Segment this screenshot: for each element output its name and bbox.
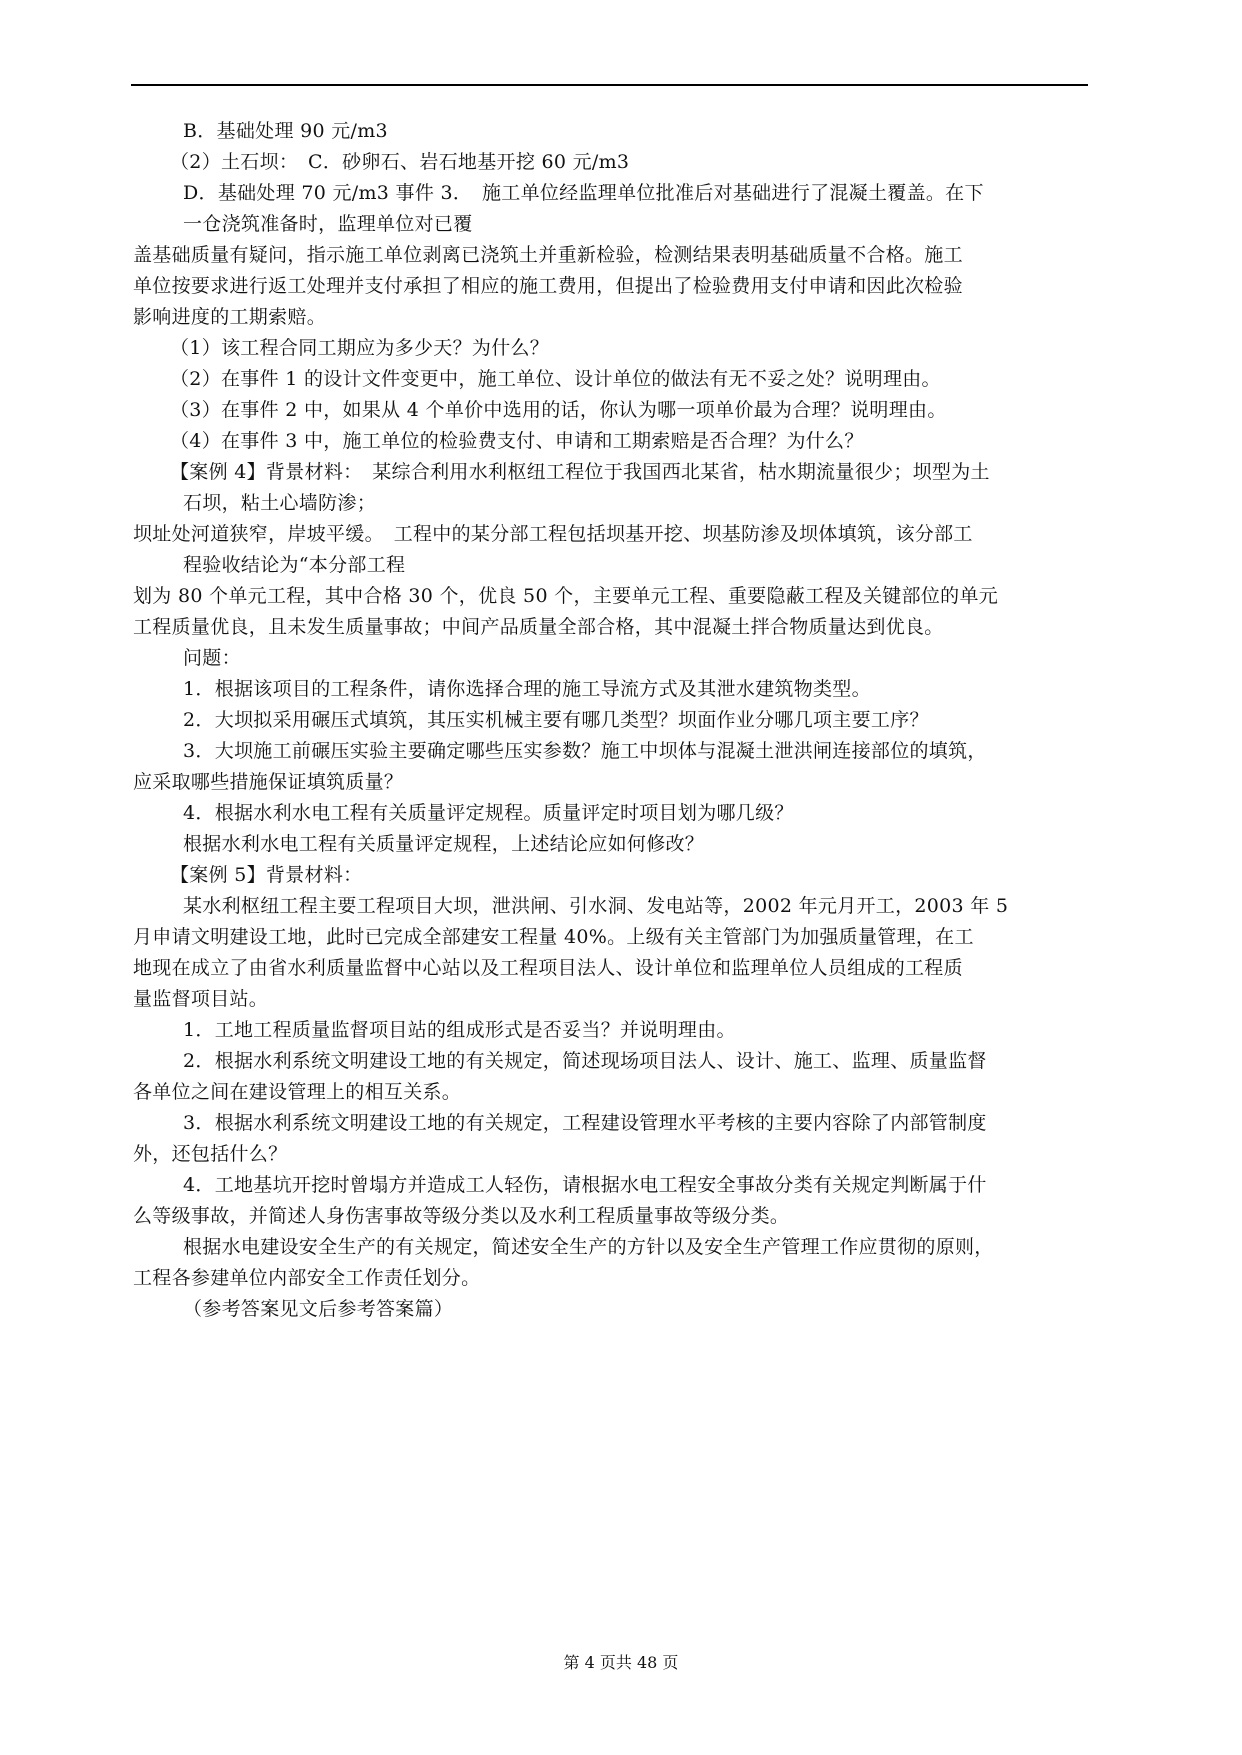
text-line: 各单位之间在建设管理上的相互关系。 [133,1081,462,1103]
text-line: 么等级事故，并简述人身伤害事故等级分类以及水利工程质量事故等级分类。 [133,1205,790,1227]
text-line: 1．工地工程质量监督项目站的组成形式是否妥当？并说明理由。 [183,1019,736,1041]
text-line: （4）在事件 3 中，施工单位的检验费支付、申请和工期索赔是否合理？为什么？ [170,430,864,452]
text-line: 某水利枢纽工程主要工程项目大坝，泄洪闸、引水洞、发电站等，2002 年元月开工，2003 年 5 [183,895,1009,917]
text-line: 工程各参建单位内部安全工作责任划分。 [133,1267,481,1289]
text-line: 一仓浇筑准备时，监理单位对已覆 [183,213,473,235]
text-line: （1）该工程合同工期应为多少天？为什么？ [170,337,550,359]
text-line: 【案例 5】背景材料： [170,864,363,886]
text-line: 划为 80 个单元工程，其中合格 30 个，优良 50 个，主要单元工程、重要隐蔽工程及关键部位的单元 [133,585,999,607]
text-line: （参考答案见文后参考答案篇） [183,1298,454,1320]
text-line: （3）在事件 2 中，如果从 4 个单价中选用的话，你认为哪一项单价最为合理？说明理由。 [170,399,947,421]
text-line: 地现在成立了由省水利质量监督中心站以及工程项目法人、设计单位和监理单位人员组成的工程质 [133,957,963,979]
text-line: 坝址处河道狭窄，岸坡平缓。 工程中的某分部工程包括坝基开挖、坝基防渗及坝体填筑，该分部工 [133,523,973,545]
text-line: B．基础处理 90 元/m3 [183,120,388,142]
document-body [133,116,1088,1325]
text-line: 3．大坝施工前碾压实验主要确定哪些压实参数？施工中坝体与混凝土泄洪闸连接部位的填筑， [183,740,987,762]
text-line: （2）土石坝： C．砂卵石、岩石地基开挖 60 元/m3 [170,151,630,173]
text-line: 外，还包括什么？ [133,1143,288,1165]
text-line: 根据水利水电工程有关质量评定规程，上述结论应如何修改？ [183,833,705,855]
text-line: 4．根据水利水电工程有关质量评定规程。质量评定时项目划为哪几级？ [183,802,794,824]
text-line: 3．根据水利系统文明建设工地的有关规定，工程建设管理水平考核的主要内容除了内部管制度 [183,1112,987,1134]
header-rule [131,84,1088,86]
text-line: 影响进度的工期索赔。 [133,306,327,328]
text-line: （2）在事件 1 的设计文件变更中，施工单位、设计单位的做法有无不妥之处？说明理由。 [170,368,941,390]
text-line: 单位按要求进行返工处理并支付承担了相应的施工费用，但提出了检验费用支付申请和因此次检验 [133,275,963,297]
text-line: 【案例 4】背景材料： 某综合利用水利枢纽工程位于我国西北某省，枯水期流量很少；坝型为土 [170,461,990,483]
text-line: 1．根据该项目的工程条件，请你选择合理的施工导流方式及其泄水建筑物类型。 [183,678,871,700]
text-line: 盖基础质量有疑问，指示施工单位剥离已浇筑土并重新检验，检测结果表明基础质量不合格。施工 [133,244,963,266]
text-line: 程验收结论为“本分部工程 [183,554,406,576]
text-line: 根据水电建设安全生产的有关规定，简述安全生产的方针以及安全生产管理工作应贯彻的原则， [183,1236,994,1258]
text-line: 2．大坝拟采用碾压式填筑，其压实机械主要有哪几类型？坝面作业分哪几项主要工序？ [183,709,929,731]
text-line: 问题： [183,647,241,669]
text-line: 工程质量优良，且未发生质量事故；中间产品质量全部合格，其中混凝土拌合物质量达到优良。 [133,616,944,638]
page-footer: 第 4 页共 48 页 [563,1653,679,1672]
text-line: 应采取哪些措施保证填筑质量？ [133,771,404,793]
text-line: 4．工地基坑开挖时曾塌方并造成工人轻伤，请根据水电工程安全事故分类有关规定判断属于什 [183,1174,987,1196]
text-line: 量监督项目站。 [133,988,269,1010]
text-line: 2．根据水利系统文明建设工地的有关规定，简述现场项目法人、设计、施工、监理、质量监督 [183,1050,987,1072]
text-line: 月申请文明建设工地，此时已完成全部建安工程量 40%。上级有关主管部门为加强质量管理，在工 [133,926,974,948]
text-line: D．基础处理 70 元/m3 事件 3． 施工单位经监理单位批准后对基础进行了混凝土覆盖。在下 [183,182,984,204]
text-line: 石坝，粘土心墙防渗； [183,492,377,514]
